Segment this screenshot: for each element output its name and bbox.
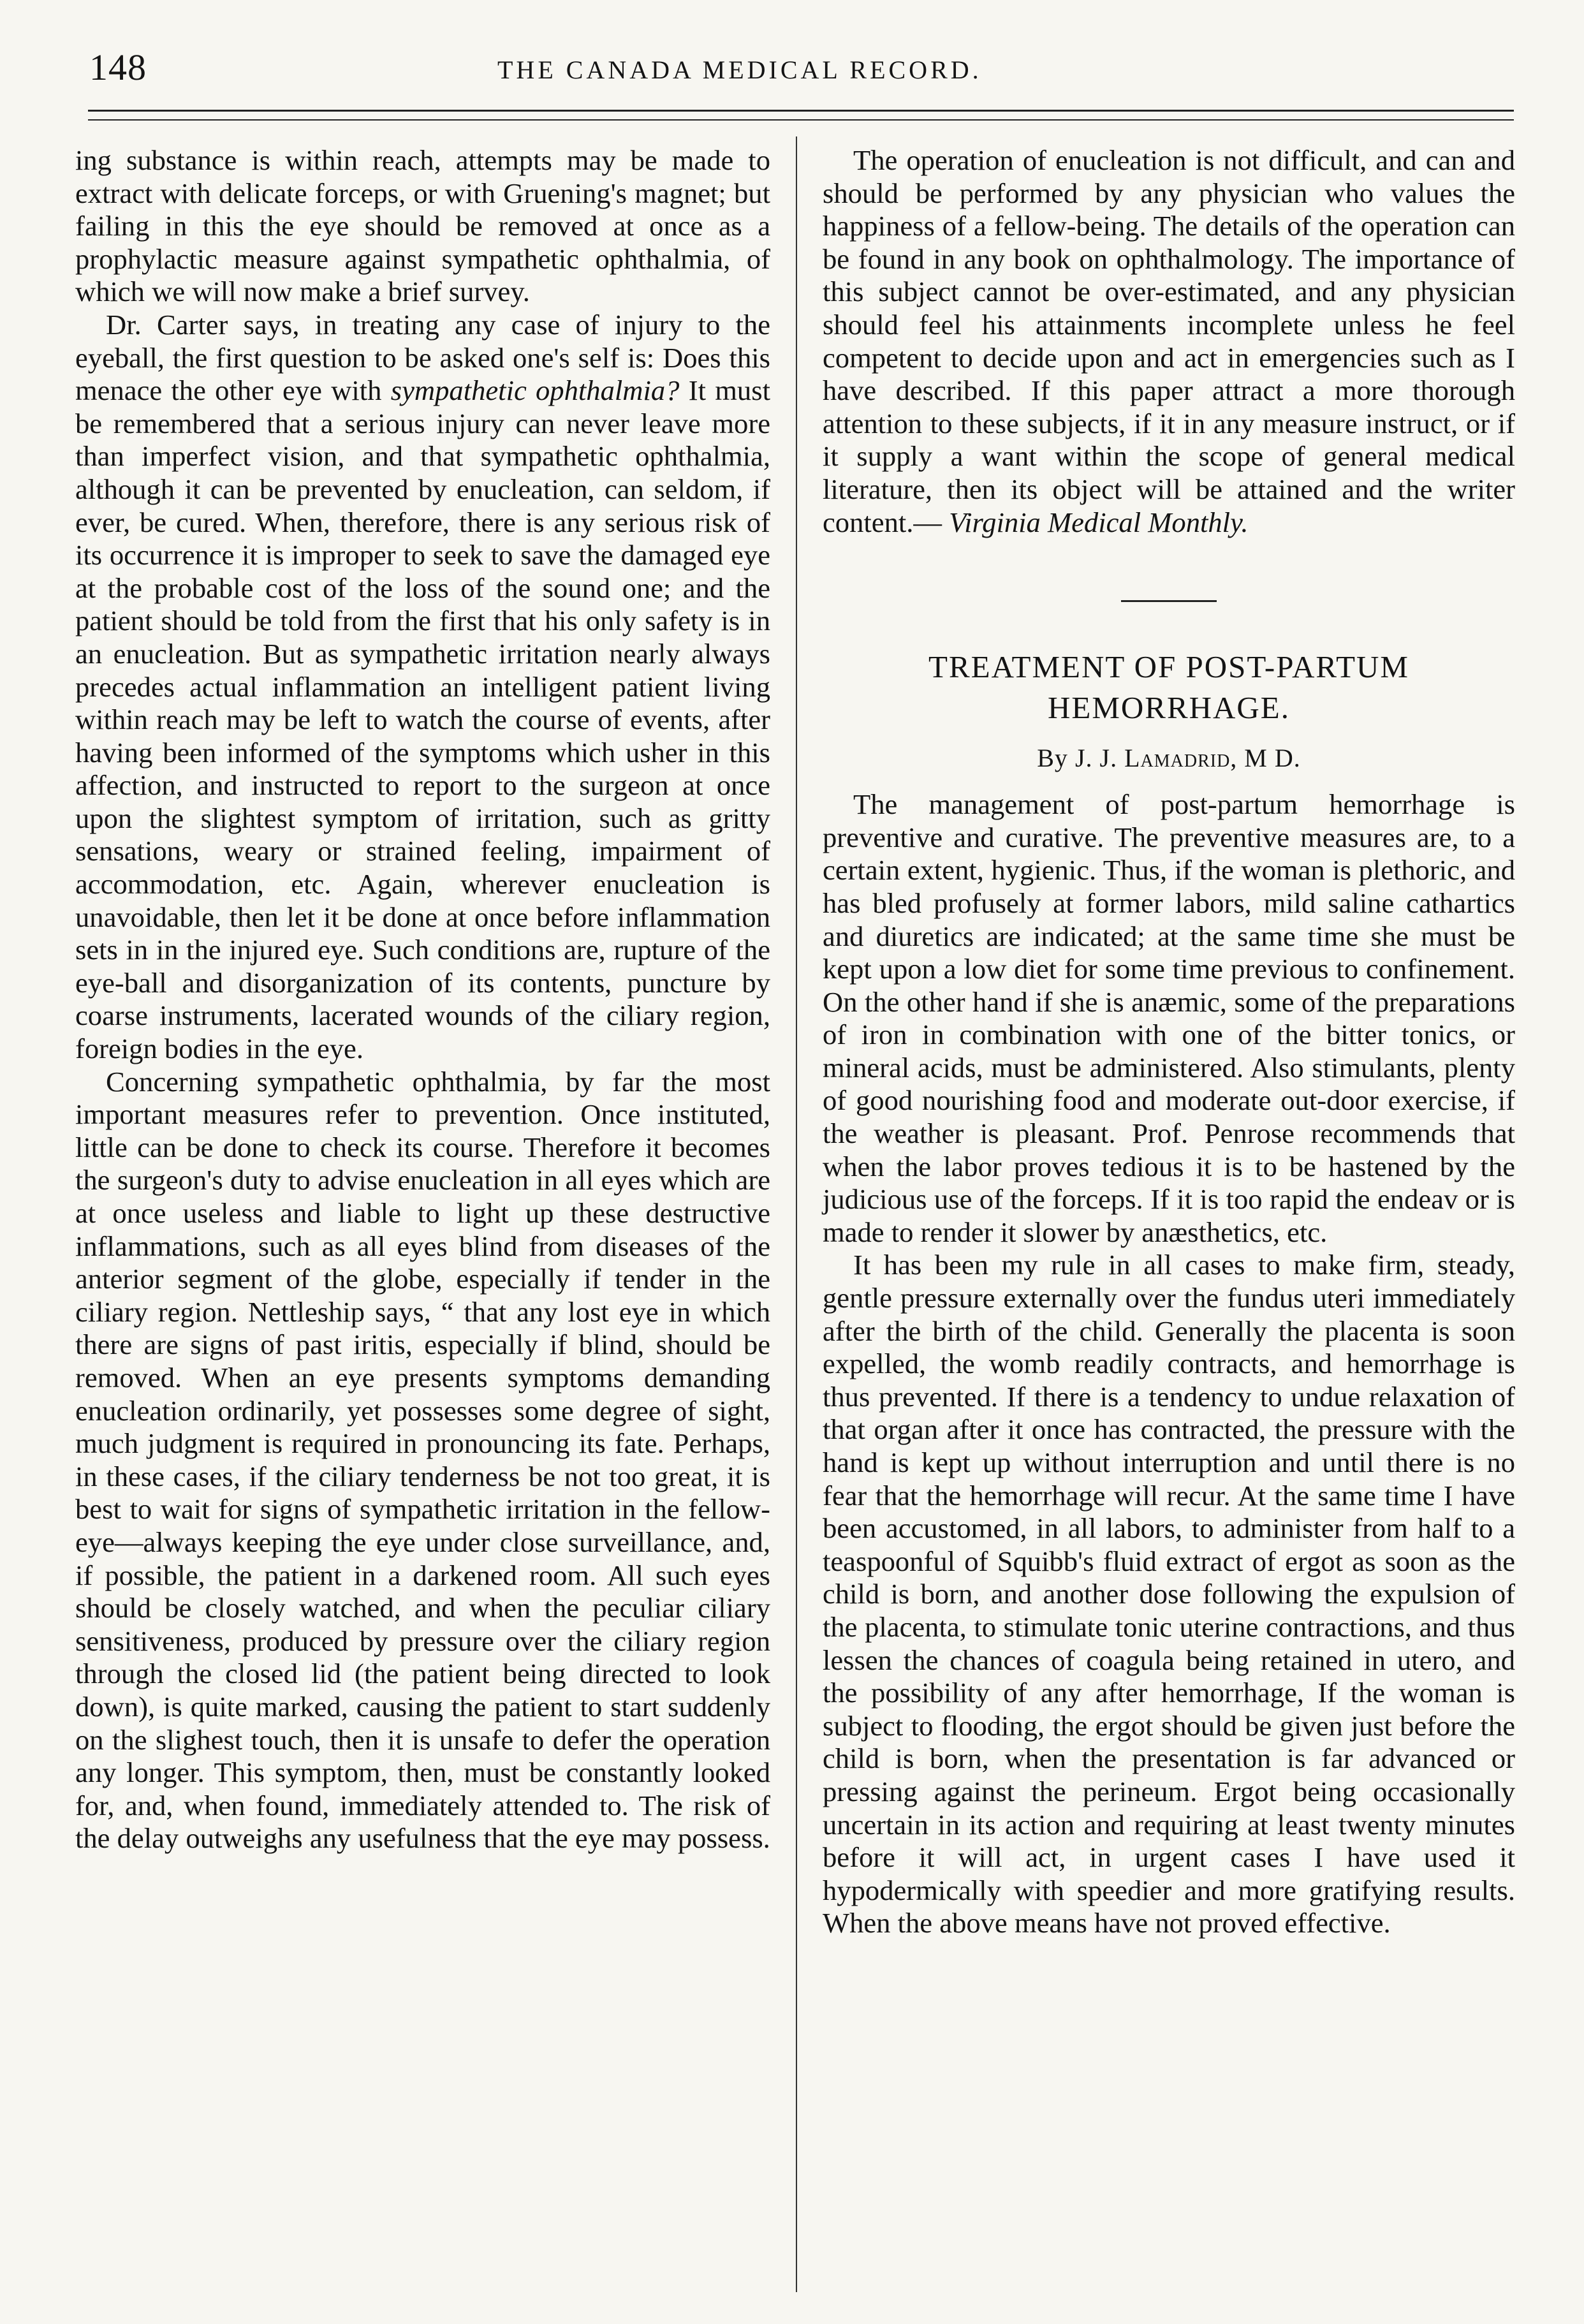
paragraph-text: The operation of enucleation is not difficult, and can and should be performed by any physician who values the happiness of a fellow-being. The details of the operation can be found in any book on ophthalmology. The importance of this subject cannot be over-estimated, and any physician should feel his attainments incomplete unless he feel competent to decide upon and act in emergencies such as I have described. If this paper attract a more thorough attention to these subjects, if it in any measure instruct, or if it supply a want within the scope of general medical literature, then its object will be attained and the writer content.— bbox=[823, 144, 1515, 538]
column-divider bbox=[796, 136, 797, 2292]
right-column bbox=[823, 144, 1515, 1940]
author-name: J. J. Lamadrid, M D. bbox=[1074, 744, 1301, 773]
running-title: THE CANADA MEDICAL RECORD. bbox=[497, 55, 982, 84]
emphasis-term: sympathetic ophthalmia? bbox=[390, 374, 680, 407]
byline-prefix: By bbox=[1037, 744, 1068, 773]
paragraph: The management of post-partum hemorrhage is preventive and curative. The preventive measures are, to a certain extent, hygienic. Thus, if the woman is plethoric, and has bled profusely at former labors, mild saline cathartics and diuretics are indicated; at the same time she must be kept upon a low diet for some time previous to confinement. On the other hand if she is anæmic, some of the preparations of iron in combination with one of the bitter tonics, or mineral acids, must be administered. Also stimulants, plenty of good nourishing food and moderate out-door exercise, if the weather is pleasant. Prof. Penrose recommends that when the labor proves tedious it is to be hastened by the judicious use of the forceps. If it is too rapid the endeav or is made to render it slower by anæsthetics, etc. bbox=[823, 788, 1515, 1248]
paragraph-text: Dr. Carter says, in treating any case of injury to the eyeball, the first question to be asked one's self is: Does this menace the other eye with bbox=[75, 308, 770, 407]
left-column bbox=[75, 144, 770, 1855]
section-divider bbox=[1121, 600, 1217, 602]
paragraph: It has been my rule in all cases to make firm, steady, gentle pressure externally over the fundus uteri immediately after the birth of the child. Generally the placenta is soon expelled, the womb readily contracts, and hemorrhage is thus prevented. If there is a tendency to undue relaxation of that organ after it once has contracted, the pressure with the hand is kept up without interruption and until there is no fear that the hemorrhage will recur. At the same time I have been accustomed, in all labors, to administer from half to a teaspoonful of Squibb's fluid extract of ergot as soon as the child is born, and another dose following the expulsion of the placenta, to stimulate tonic uterine contractions, and thus lessen the chances of coagula being retained in utero, and the possibility of any after hemorrhage, If the woman is subject to flooding, the ergot should be given just before the child is born, when the presentation is far advanced or pressing against the perineum. Ergot being occasionally uncertain in its action and requiring at least twenty minutes before it will act, in urgent cases I have used it hypodermically with speedier and more gratifying results. When the above means have not proved effective. bbox=[823, 1249, 1515, 1939]
article-title: TREATMENT OF POST-PARTUM HEMORRHAGE. bbox=[928, 649, 1409, 726]
paragraph-text: It must be remembered that a serious injury can never leave more than imperfect vision, and that sympathetic ophthalmia, although it can be prevented by enucleation, can seldom, if ever, be cured. When, therefore, there is any serious risk of its occurrence it is improper to seek to save the damaged eye at the probable cost of the loss of the sound one; and the patient should be told from the first that his only safety is in an enucleation. But as sympathetic irritation nearly always precedes actual inflammation an intelligent patient living within reach may be left to watch the course of events, after having been informed of the symptoms which usher in this affection, and instructed to report to the surgeon at once upon the slightest symptom of irritation, such as gritty sensations, weary or strained feeling, impairment of accommodation, etc. Again, wherever enucleation is unavoidable, then let it be done at once before inflammation sets in in the injured eye. Such conditions are, rupture of the eye-ball and disorganization of its contents, puncture by coarse instruments, lacerated wounds of the ciliary region, foreign bodies in the eye. bbox=[75, 374, 770, 1065]
byline bbox=[823, 742, 1515, 774]
source-citation: Virginia Medical Monthly. bbox=[949, 506, 1249, 538]
paragraph: Concerning sympathetic ophthalmia, by far the most important measures refer to prevention. Once instituted, little can be done to check its course. Therefore it becomes the surgeon's duty to advise enucleation in all eyes which are at once useless and liable to light up these destructive inflammations, such as all eyes blind from diseases of the anterior segment of the globe, especially if tender in the ciliary region. Nettleship says, “ that any lost eye in which there are signs of past iritis, especially if blind, should be removed. When an eye presents symptoms demanding enucleation ordinarily, yet possesses some degree of sight, much judgment is required in pronouncing its fate. Perhaps, in these cases, if the ciliary tenderness be not too great, it is best to wait for signs of sympathetic irritation in the fellow-eye—always keeping the eye under close surveillance, and, if possible, the patient in a darkened room. All such eyes should be closely watched, and when the peculiar ciliary sensitiveness, produced by pressure over the ciliary region through the closed lid (the patient being directed to look down), is quite marked, causing the patient to start suddenly on the slighest touch, then it is unsafe to defer the operation any longer. This symptom, then, must be constantly looked for, and, when found, immediately attended to. The risk of the delay outweighs any usefulness that the eye may possess. bbox=[75, 1065, 770, 1855]
paragraph bbox=[823, 144, 1515, 539]
paragraph: ing substance is within reach, attempts may be made to extract with delicate forceps, or with Gruening's magnet; but failing in this the eye should be removed at once as a prophylactic measure against sympathetic ophthalmia, of which we will now make a brief survey. bbox=[75, 144, 770, 308]
header-double-rule bbox=[88, 110, 1514, 121]
paragraph bbox=[75, 309, 770, 1066]
page-number: 148 bbox=[89, 47, 147, 88]
